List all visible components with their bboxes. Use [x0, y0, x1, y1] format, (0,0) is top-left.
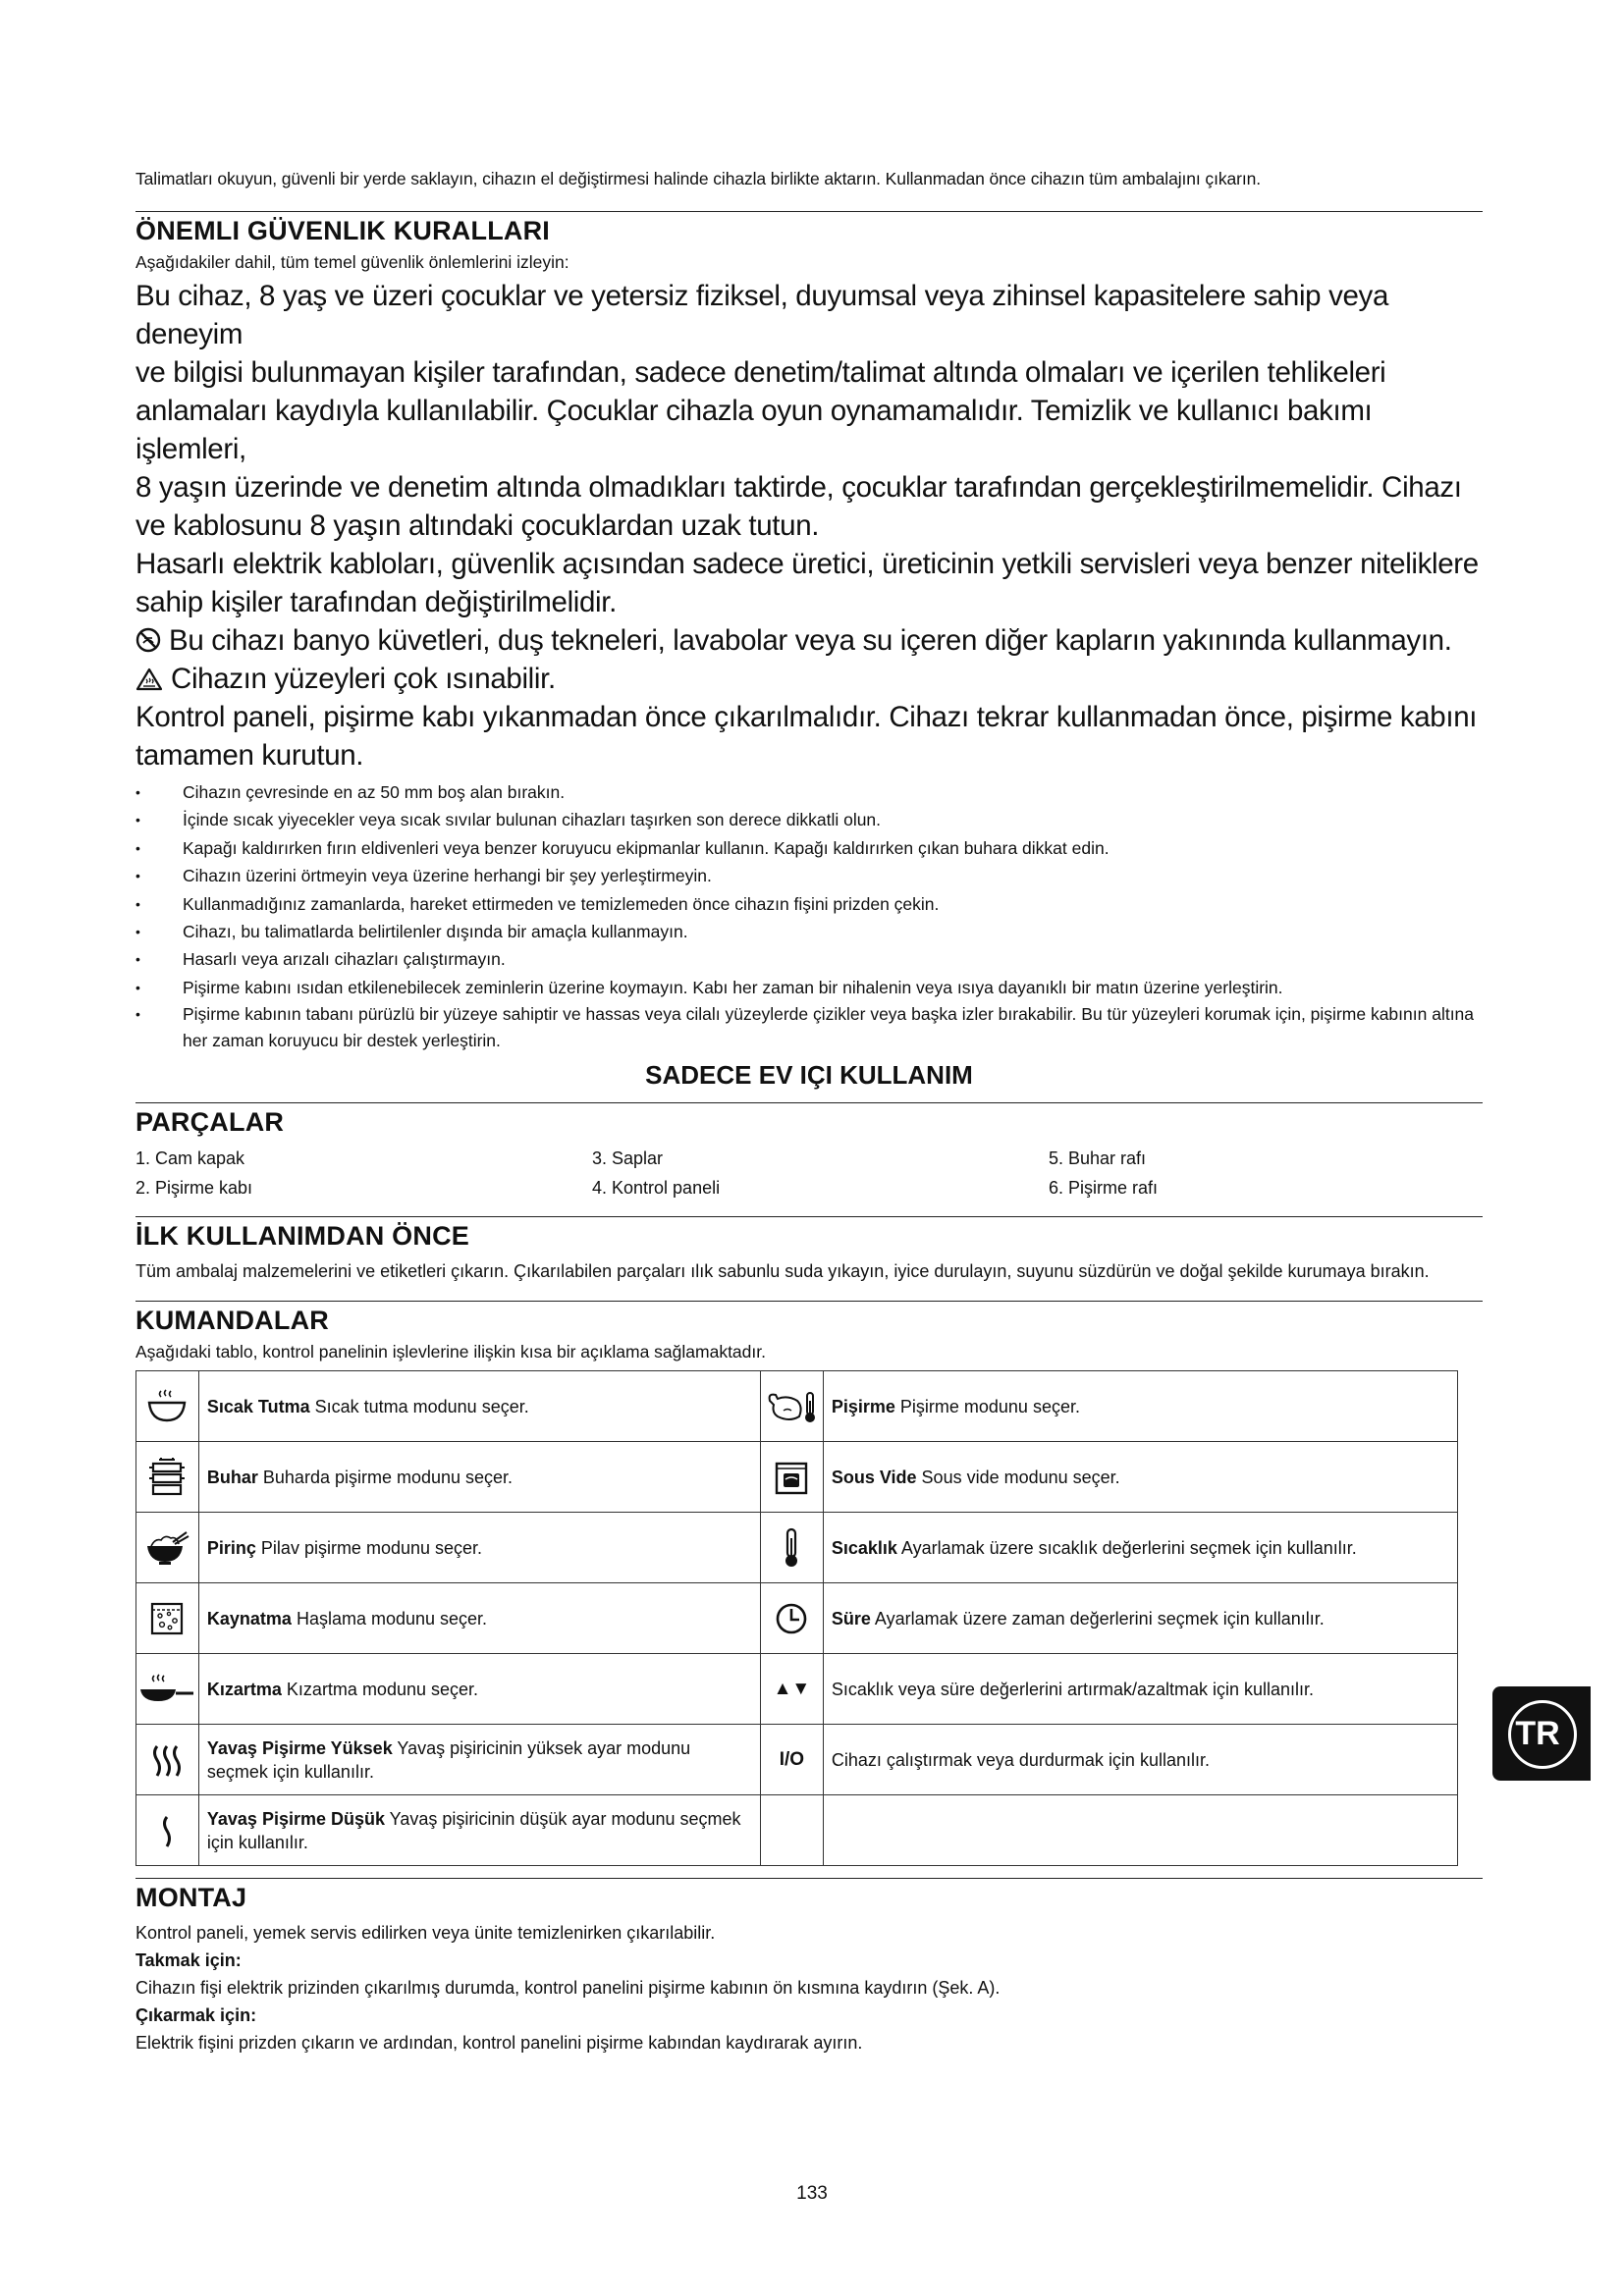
first-use-text: Tüm ambalaj malzemelerini ve etiketleri çıkarın. Çıkarılabilen parçaları ılık sabunlu suda yıkayın, iyice durulayın, suyunu süzdürün ve doğal şekilde kurumaya bırakın.	[135, 1261, 1430, 1282]
steamer-icon	[136, 1456, 198, 1499]
list-item: • Hasarlı veya arızalı cihazları çalıştırmayın.	[135, 945, 1483, 973]
water-warning-text: Bu cihazı banyo küvetleri, duş tekneleri, lavabolar veya su içeren diğer kapların yakınında kullanmayın.	[169, 624, 1452, 657]
water-warning	[135, 621, 1483, 660]
page-number: 133	[796, 2183, 828, 2204]
list-item: • İçinde sıcak yiyecekler veya sıcak sıvılar bulunan cihazları taşırken son derece dikkatli olun.	[135, 806, 1483, 833]
first-use-title: İLK KULLANIMDAN ÖNCE	[135, 1221, 469, 1252]
safety-line: Kontrol paneli, pişirme kabı yıkanmadan önce çıkarılmalıdır. Cihazı tekrar kullanmadan önce, pişirme kabını	[135, 701, 1478, 733]
remove-label: Çıkarmak için:	[135, 2005, 257, 2026]
safety-bullet-list	[135, 778, 1483, 1054]
part-item: 5. Buhar rafı	[1049, 1148, 1147, 1169]
mode-desc: Ayarlamak üzere sıcaklık değerlerini seçmek için kullanılır.	[896, 1537, 1357, 1558]
list-item: • Cihazın çevresinde en az 50 mm boş alan bırakın.	[135, 778, 1483, 806]
empty-cell	[760, 1795, 823, 1866]
mode-name: Süre	[831, 1608, 871, 1629]
mode-desc: Sıcaklık veya süre değerlerini artırmak/azaltmak için kullanılır.	[831, 1679, 1315, 1699]
slow-low-icon	[136, 1811, 198, 1850]
thermometer-icon	[761, 1526, 823, 1570]
parts-title: PARÇALAR	[135, 1107, 285, 1138]
part-item: 6. Pişirme rafı	[1049, 1178, 1159, 1199]
list-item: • Cihazın üzerini örtmeyin veya üzerine herhangi bir şey yerleştirmeyin.	[135, 862, 1483, 889]
list-item: • Cihazı, bu talimatlarda belirtilenler dışında bir amaçla kullanmayın.	[135, 918, 1483, 945]
household-use-title: SADECE EV IÇI KULLANIM	[645, 1060, 973, 1091]
controls-title: KUMANDALAR	[135, 1306, 329, 1336]
arrows-up-down-icon: ▲▼	[773, 1678, 811, 1699]
table-row	[136, 1513, 1458, 1583]
mode-desc: Ayarlamak üzere zaman değerlerini seçmek için kullanılır.	[870, 1608, 1325, 1629]
intro-text: Talimatları okuyun, güvenli bir yerde saklayın, cihazın el değiştirmesi halinde cihazla birlikte aktarın. Kullanmadan önce cihazın tüm ambalajını çıkarın.	[135, 169, 1262, 188]
mode-name: Yavaş Pişirme Yüksek	[206, 1737, 393, 1758]
empty-cell	[823, 1795, 1457, 1866]
rice-bowl-icon	[136, 1528, 198, 1568]
safety-warning-block	[135, 277, 1483, 774]
safety-title: ÖNEMLI GÜVENLIK KURALLARI	[135, 216, 550, 245]
divider	[135, 211, 1483, 212]
divider	[135, 1878, 1483, 1879]
safety-line: sahip kişiler tarafından değiştirilmelidir.	[135, 586, 617, 618]
divider	[135, 1216, 1483, 1217]
mode-desc: Haşlama modunu seçer.	[291, 1608, 488, 1629]
mode-desc: Yavaş pişiricinin yüksek ayar modunu seçmek için kullanılır.	[206, 1737, 691, 1782]
attach-text: Cihazın fişi elektrik prizinden çıkarılmış durumda, kontrol panelini pişirme kabının ön kısmına kaydırın (Şek. A).	[135, 1978, 1001, 1999]
safety-line: 8 yaşın üzerinde ve denetim altında olmadıkları taktirde, çocuklar tarafından gerçekleştirilmemelidir. Cihazı	[135, 471, 1462, 504]
slow-high-icon	[136, 1740, 198, 1780]
mode-name: Sıcak Tutma	[206, 1396, 310, 1416]
list-item: • Pişirme kabının tabanı pürüzlü bir yüzeye sahiptir ve hassas veya cilalı yüzeylerde çizikler veya başka izler bırakabilir. Bu tür yüzeyleri korumak için, pişirme kabının altına her zaman koruyucu bir destek yerleştirin.	[135, 1001, 1483, 1054]
table-row	[136, 1442, 1458, 1513]
sous-vide-icon	[761, 1458, 823, 1497]
table-row	[136, 1654, 1458, 1725]
mode-desc: Cihazı çalıştırmak veya durdurmak için kullanılır.	[831, 1749, 1210, 1770]
safety-subtitle: Aşağıdakiler dahil, tüm temel güvenlik önlemlerini izleyin:	[135, 252, 569, 272]
hot-surface-icon	[135, 667, 163, 691]
parts-list	[135, 1144, 1483, 1202]
manual-page	[135, 157, 1483, 2072]
frying-pan-icon	[136, 1672, 198, 1707]
hot-warning-text: Cihazın yüzeyleri çok ısınabilir.	[171, 663, 556, 695]
controls-subtitle: Aşağıdaki tablo, kontrol panelinin işlevlerine ilişkin kısa bir açıklama sağlamaktadır.	[135, 1342, 766, 1362]
mode-desc: Sous vide modunu seçer.	[916, 1467, 1120, 1487]
mode-name: Kızartma	[206, 1679, 282, 1699]
power-icon: I/O	[779, 1748, 805, 1770]
mode-desc: Pilav pişirme modunu seçer.	[255, 1537, 483, 1558]
clock-icon	[761, 1599, 823, 1638]
mode-name: Buhar	[206, 1467, 258, 1487]
list-item: • Kapağı kaldırırken fırın eldivenleri veya benzer koruyucu ekipmanlar kullanın. Kapağı kaldırırken çıkan buhara dikkat edin.	[135, 834, 1483, 862]
mode-name: Pişirme	[831, 1396, 895, 1416]
divider	[135, 1102, 1483, 1103]
hot-warning	[135, 660, 1483, 698]
assembly-text: Kontrol paneli, yemek servis edilirken veya ünite temizlenirken çıkarılabilir.	[135, 1923, 716, 1944]
language-badge	[1492, 1686, 1591, 1781]
attach-label: Takmak için:	[135, 1950, 242, 1971]
safety-line: ve bilgisi bulunmayan kişiler tarafından, sadece denetim/talimat altında olmaları ve içerilen tehlikeleri	[135, 356, 1386, 389]
list-item: • Pişirme kabını ısıdan etkilenebilecek zeminlerin üzerine koymayın. Kabı her zaman bir nihalenin veya ısıya dayanıklı bir matın üzerine yerleştirin.	[135, 974, 1483, 1001]
mode-desc: Kızartma modunu seçer.	[281, 1679, 479, 1699]
table-row	[136, 1795, 1458, 1866]
mode-name: Sous Vide	[831, 1467, 917, 1487]
part-item: 1. Cam kapak	[135, 1148, 245, 1169]
safety-line: Hasarlı elektrik kabloları, güvenlik açısından sadece üretici, üreticinin yetkili servisleri veya benzer niteliklere	[135, 548, 1479, 580]
table-row	[136, 1583, 1458, 1654]
mode-name: Yavaş Pişirme Düşük	[206, 1808, 385, 1829]
list-item: • Kullanmadığınız zamanlarda, hareket ettirmeden ve temizlemeden önce cihazın fişini prizden çekin.	[135, 890, 1483, 918]
safety-line: Bu cihaz, 8 yaş ve üzeri çocuklar ve yetersiz fiziksel, duyumsal veya zihinsel kapasitelere sahip veya deneyim	[135, 280, 1388, 350]
mode-name: Kaynatma	[206, 1608, 292, 1629]
mode-name: Sıcaklık	[831, 1537, 897, 1558]
roast-chicken-icon	[761, 1389, 823, 1424]
mode-desc: Pişirme modunu seçer.	[894, 1396, 1080, 1416]
part-item: 4. Kontrol paneli	[592, 1178, 721, 1199]
assembly-title: MONTAJ	[135, 1883, 247, 1913]
controls-table	[135, 1370, 1458, 1866]
mode-name: Pirinç	[206, 1537, 256, 1558]
safety-line: anlamaları kaydıyla kullanılabilir. Çocuklar cihazla oyun oynamamalıdır. Temizlik ve kullanıcı bakımı işlemleri,	[135, 395, 1373, 465]
mode-desc: Buharda pişirme modunu seçer.	[257, 1467, 514, 1487]
safety-line: ve kablosunu 8 yaşın altındaki çocuklardan uzak tutun.	[135, 509, 820, 542]
table-row	[136, 1725, 1458, 1795]
mode-desc: Sıcak tutma modunu seçer.	[309, 1396, 529, 1416]
no-water-icon	[135, 627, 161, 653]
badge-text: TR	[1515, 1715, 1560, 1752]
safety-line: tamamen kurutun.	[135, 739, 364, 772]
remove-text: Elektrik fişini prizden çıkarın ve ardından, kontrol panelini pişirme kabından kaydırarak ayırın.	[135, 2033, 863, 2054]
part-item: 2. Pişirme kabı	[135, 1178, 253, 1199]
table-row	[136, 1371, 1458, 1442]
boil-pot-icon	[136, 1599, 198, 1638]
part-item: 3. Saplar	[592, 1148, 664, 1169]
mode-desc: Yavaş pişiricinin düşük ayar modunu seçmek için kullanılır.	[206, 1808, 741, 1852]
bowl-steam-icon	[136, 1387, 198, 1426]
divider	[135, 1301, 1483, 1302]
